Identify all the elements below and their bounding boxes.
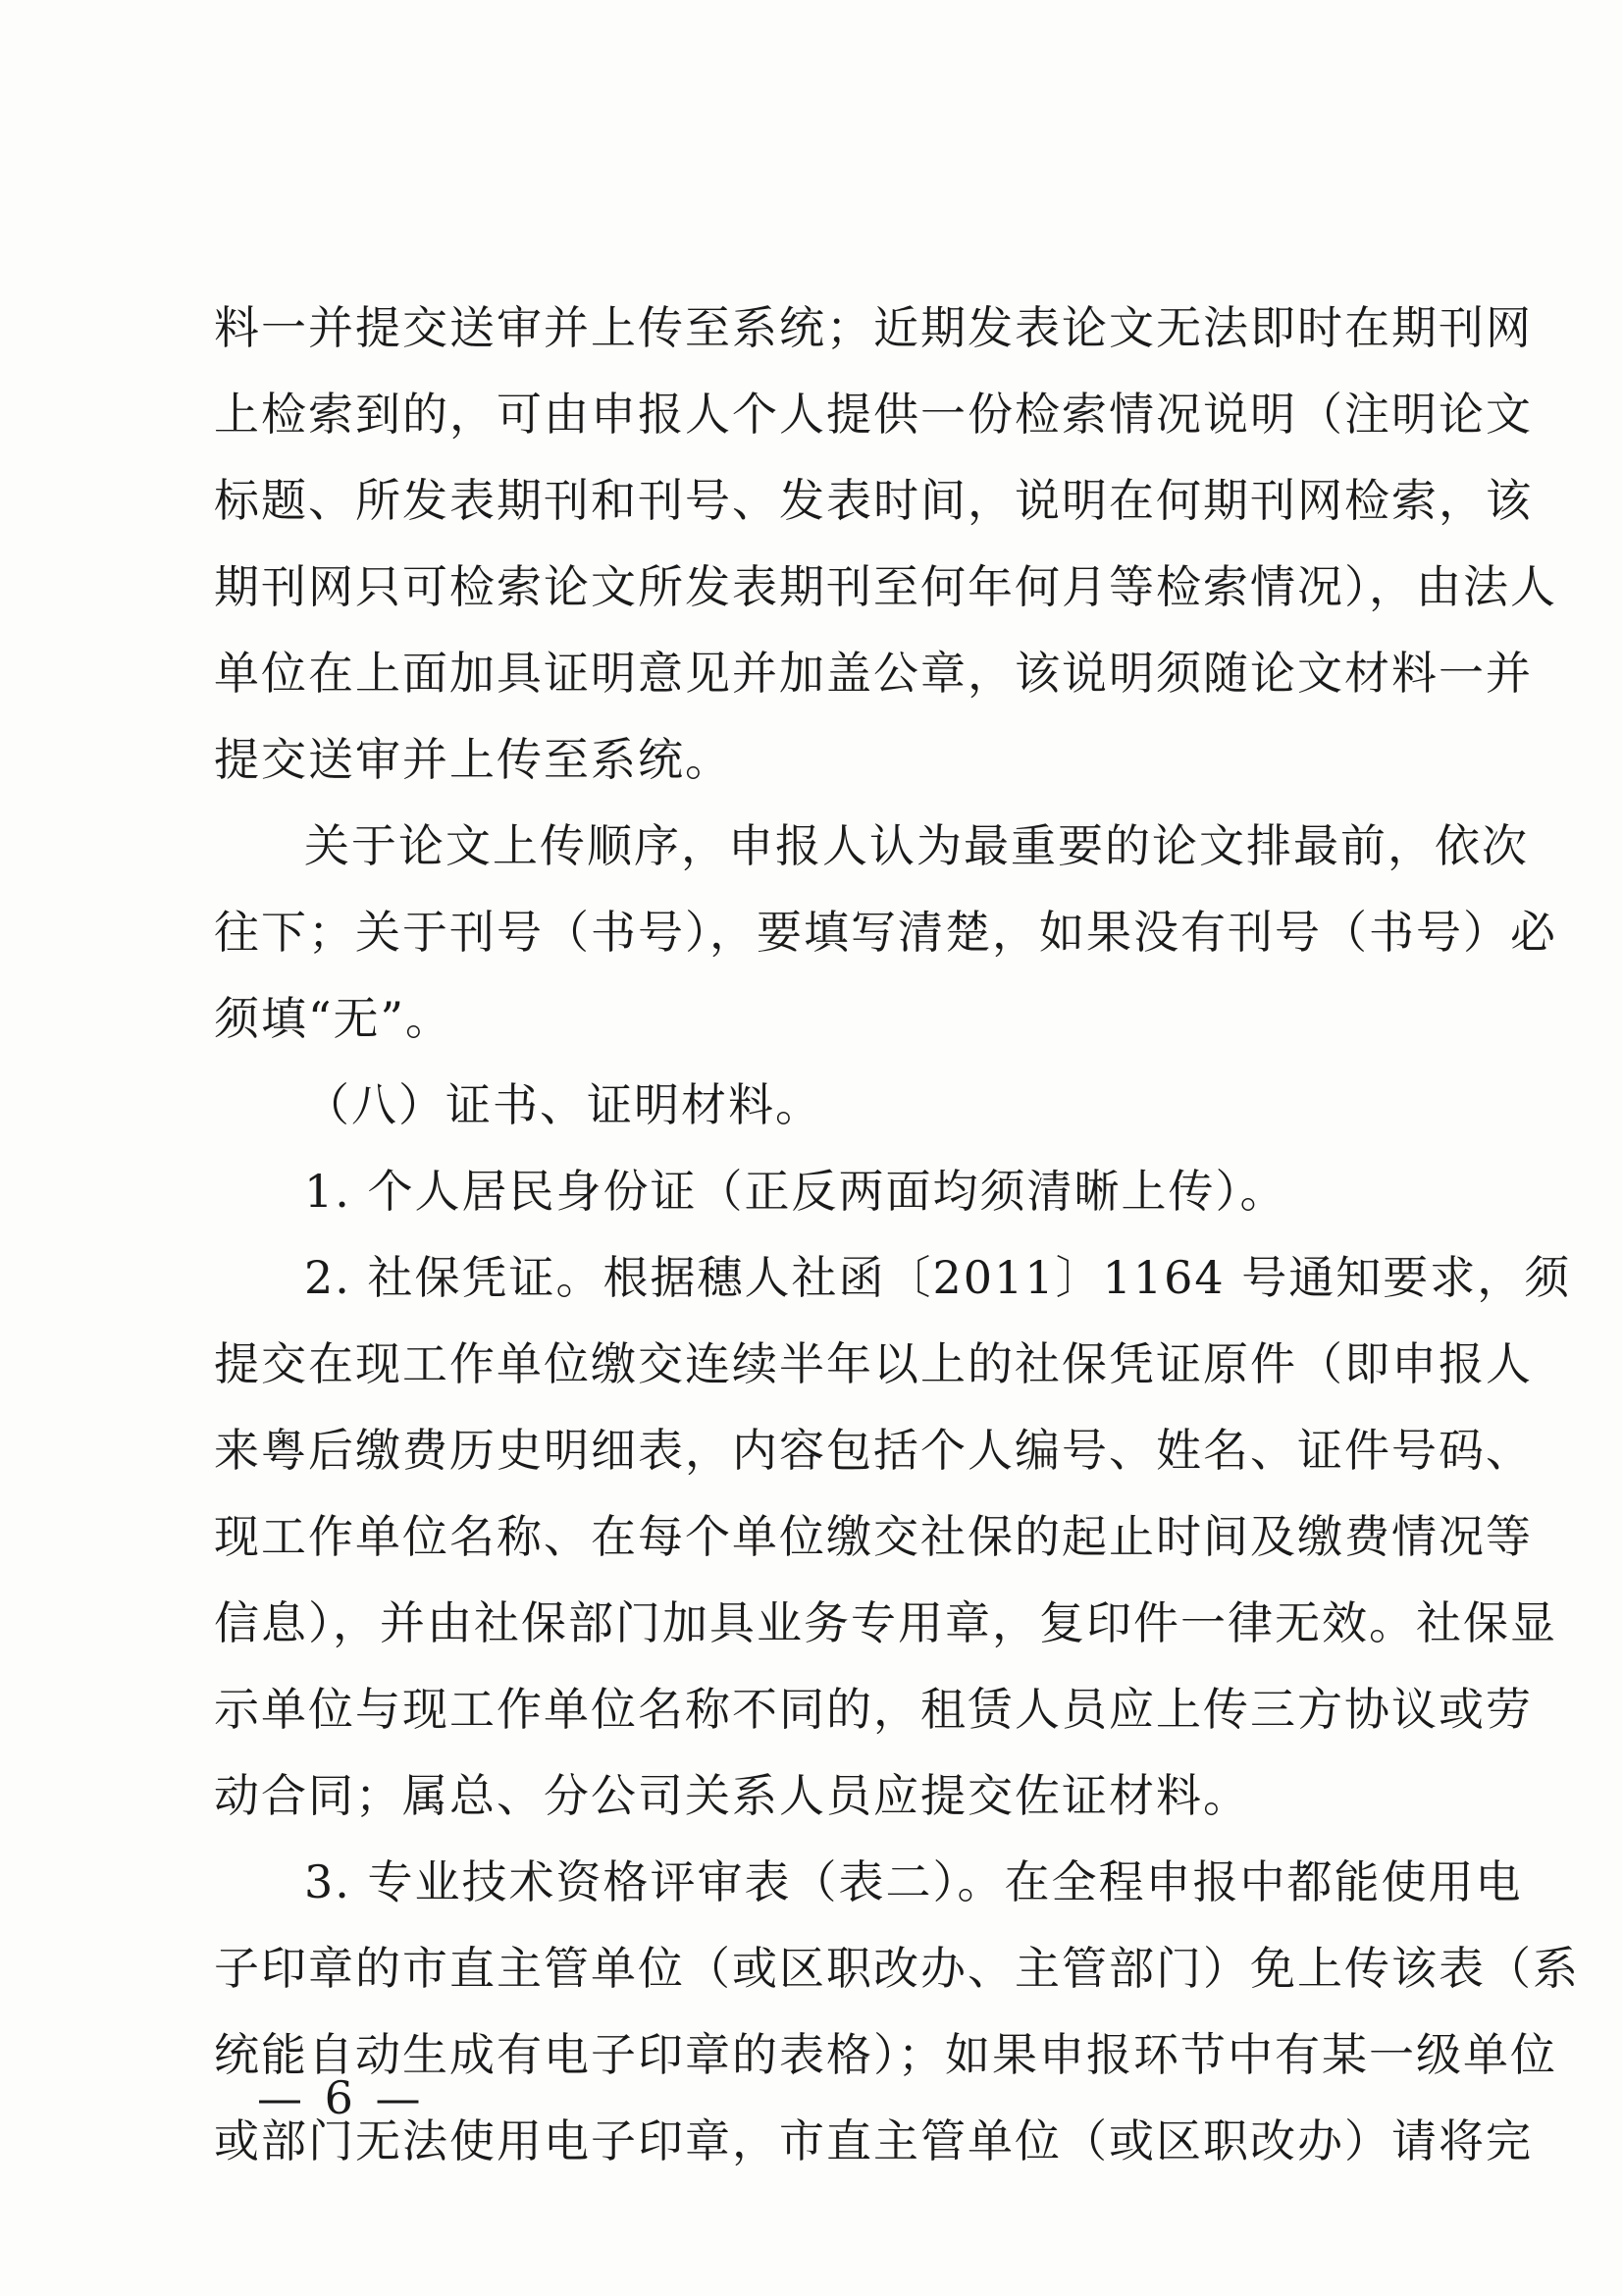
- text-line: 或部门无法使用电子印章，市直主管单位（或区职改办）请将完: [214, 2114, 1533, 2167]
- section-heading: （八）证书、证明材料。: [304, 1078, 822, 1131]
- text-line: 动合同；属总、分公司关系人员应提交佐证材料。: [214, 1769, 1250, 1822]
- text-line: 往下；关于刊号（书号），要填写清楚，如果没有刊号（书号）必: [214, 906, 1557, 959]
- text-line: 提交送审并上传至系统。: [214, 733, 732, 786]
- text-line: 须填“无”。: [214, 992, 453, 1045]
- body-text: [214, 285, 1580, 2184]
- list-item: 1. 个人居民身份证（正反两面均须清晰上传）。: [304, 1165, 1287, 1218]
- page-number: — 6 —: [257, 2071, 425, 2124]
- text-line: 关于论文上传顺序，申报人认为最重要的论文排最前，依次: [304, 819, 1529, 872]
- text-line: 现工作单位名称、在每个单位缴交社保的起止时间及缴费情况等: [214, 1510, 1533, 1563]
- list-item: 2. 社保凭证。根据穗人社函〔2011〕1164 号通知要求，须: [304, 1251, 1572, 1304]
- text-line: 示单位与现工作单位名称不同的，租赁人员应上传三方协议或劳: [214, 1683, 1533, 1736]
- text-line: 单位在上面加具证明意见并加盖公章，该说明须随论文材料一并: [214, 647, 1533, 700]
- text-line: 子印章的市直主管单位（或区职改办、主管部门）免上传该表（系: [214, 1942, 1580, 1995]
- text-line: 来粤后缴费历史明细表，内容包括个人编号、姓名、证件号码、: [214, 1424, 1533, 1477]
- list-item: 3. 专业技术资格评审表（表二）。在全程申报中都能使用电: [304, 1855, 1523, 1908]
- text-line: 料一并提交送审并上传至系统；近期发表论文无法即时在期刊网: [214, 301, 1533, 354]
- text-line: 上检索到的，可由申报人个人提供一份检索情况说明（注明论文: [214, 388, 1533, 441]
- text-line: 期刊网只可检索论文所发表期刊至何年何月等检索情况），由法人: [214, 560, 1557, 613]
- text-line: 提交在现工作单位缴交连续半年以上的社保凭证原件（即申报人: [214, 1337, 1533, 1390]
- text-line: 统能自动生成有电子印章的表格）；如果申报环节中有某一级单位: [214, 2028, 1557, 2081]
- text-line: 信息），并由社保部门加具业务专用章，复印件一律无效。社保显: [214, 1596, 1557, 1649]
- text-line: 标题、所发表期刊和刊号、发表时间，说明在何期刊网检索，该: [214, 474, 1533, 527]
